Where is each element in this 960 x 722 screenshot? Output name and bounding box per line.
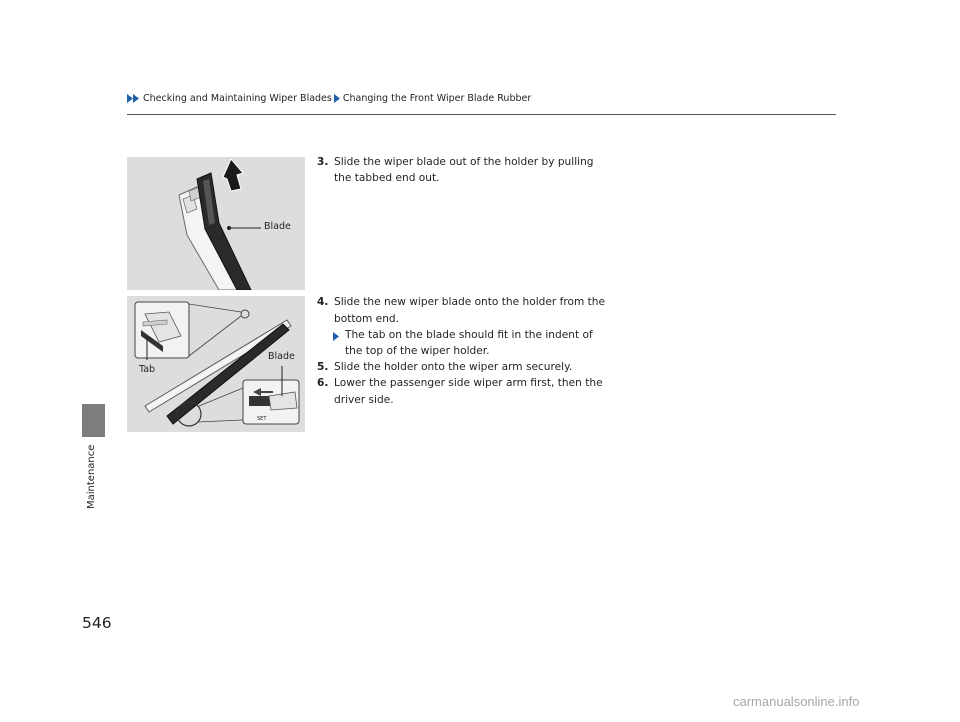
callout-blade: Blade <box>268 351 295 362</box>
callout-tab: Tab <box>139 364 156 375</box>
chevron-right-icon <box>333 327 345 359</box>
header-divider <box>127 114 836 115</box>
step-note-text: The tab on the blade should fit in the indent of the top of the wiper holder. <box>345 328 593 358</box>
inset-set-label: SET <box>257 416 267 422</box>
watermark: carmanualsonline.info <box>733 694 860 709</box>
section-tab-marker <box>82 404 105 437</box>
chevron-right-icon <box>334 94 341 103</box>
breadcrumb <box>127 93 531 104</box>
double-chevron-right-icon <box>127 94 141 103</box>
step-5 <box>317 359 607 375</box>
breadcrumb-item-wiper-blades[interactable]: Checking and Maintaining Wiper Blades <box>143 93 332 104</box>
breadcrumb-item-front-wiper-rubber: Changing the Front Wiper Blade Rubber <box>342 93 532 104</box>
step-number: 4. <box>317 296 329 309</box>
section-label: Maintenance <box>86 444 97 509</box>
callout-blade: Blade <box>264 221 291 232</box>
step-number: 6. <box>317 377 329 390</box>
step-text: Lower the passenger side wiper arm first, then the driver side. <box>334 377 603 406</box>
page-number: 546 <box>82 614 112 632</box>
step-text: Slide the holder onto the wiper arm securely. <box>334 361 573 374</box>
step-4-note <box>317 327 607 359</box>
step-4 <box>317 294 607 326</box>
step-number: 3. <box>317 156 329 168</box>
instruction-steps <box>317 154 607 408</box>
figure-install-blade <box>127 296 305 432</box>
figure-remove-blade <box>127 157 305 290</box>
step-3 <box>317 154 607 186</box>
step-number: 5. <box>317 361 329 374</box>
step-text: Slide the new wiper blade onto the holder from the bottom end. <box>334 296 606 325</box>
step-6 <box>317 375 607 407</box>
step-text: Slide the wiper blade out of the holder by pulling the tabbed end out. <box>334 156 594 185</box>
